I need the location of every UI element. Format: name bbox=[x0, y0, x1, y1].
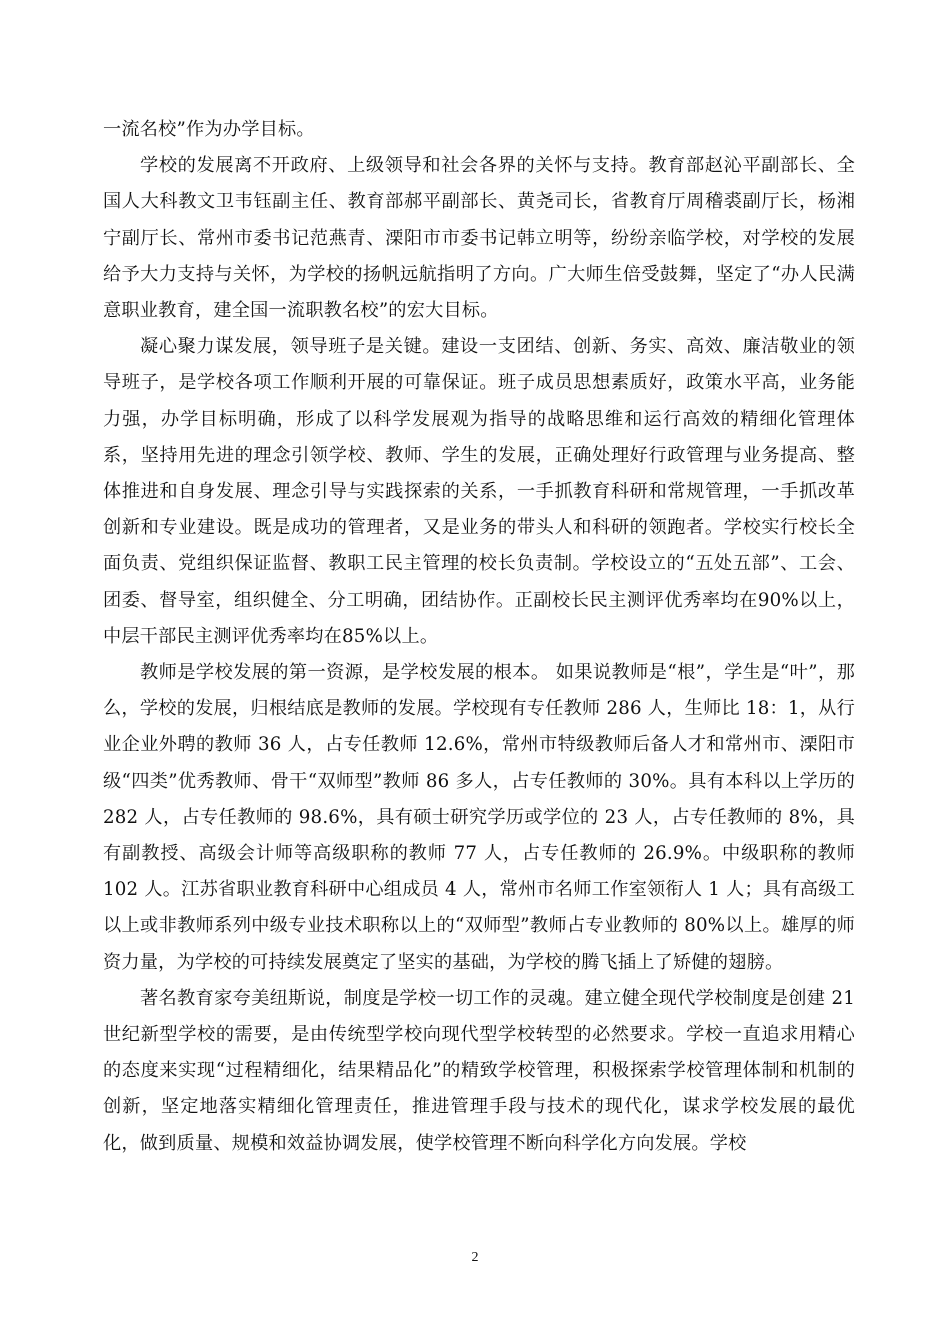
paragraph-teachers: 教师是学校发展的第一资源，是学校发展的根本。 如果说教师是“根”，学生是“叶”，那么，学校的发展，归根结底是教师的发展。学校现有专任教师 286 人，生师比 18：1，从行业企业外聘的教师 36 人，占专任教师 12.6%，常州市特级教师后备人才和常州市、溧阳市级“四类”优秀教师、骨干“双师型”教师 86 多人，占专任教师的 30%。具有本科以上学历的 282 人，占专任教师的 98.6%，具有硕士研究学历或学位的 23 人，占专任教师的 8%，具有副教授、高级会计师等高级职称的教师 77 人，占专任教师的 26.9%。中级职称的教师 102 人。江苏省职业教育科研中心组成员 4 人，常州市名师工作室领衔人 1 人；具有高级工以上或非教师系列中级专业技术职称以上的“双师型”教师占专业教师的 80%以上。雄厚的师资力量，为学校的可持续发展奠定了坚实的基础，为学校的腾飞插上了矫健的翅膀。 bbox=[103, 662, 855, 973]
paragraph-support: 学校的发展离不开政府、上级领导和社会各界的关怀与支持。教育部赵沁平副部长、全国人大科教文卫韦钰副主任、教育部郝平副部长、黄尧司长，省教育厅周稽裘副厅长，杨湘宁副厅长、常州市委书记范燕青、溧阳市市委书记韩立明等，纷纷亲临学校，对学校的发展给予大力支持与关怀，为学校的扬帆远航指明了方向。广大师生倍受鼓舞，坚定了“办人民满意职业教育，建全国一流职教名校”的宏大目标。 bbox=[103, 155, 855, 322]
paragraph-leadership: 凝心聚力谋发展，领导班子是关键。建设一支团结、创新、务实、高效、廉洁敬业的领导班子，是学校各项工作顺利开展的可靠保证。班子成员思想素质好，政策水平高，业务能力强，办学目标明确，形成了以科学发展观为指导的战略思维和运行高效的精细化管理体系，坚持用先进的理念引领学校、教师、学生的发展，正确处理好行政管理与业务提高、整体推进和自身发展、理念引导与实践探索的关系，一手抓教育科研和常规管理，一手抓改革创新和专业建设。既是成功的管理者，又是业务的带头人和科研的领跑者。学校实行校长全面负责、党组织保证监督、教职工民主管理的校长负责制。学校设立的“五处五部”、工会、团委、督导室，组织健全、分工明确，团结协作。正副校长民主测评优秀率均在90%以上，中层干部民主测评优秀率均在85%以上。 bbox=[103, 336, 855, 647]
body-text bbox=[103, 112, 855, 1162]
paragraph-continuation: 一流名校”作为办学目标。 bbox=[103, 119, 315, 140]
page-number: 2 bbox=[471, 1250, 479, 1265]
paragraph-system: 著名教育家夸美纽斯说，制度是学校一切工作的灵魂。建立健全现代学校制度是创建 21 世纪新型学校的需要，是由传统型学校向现代型学校转型的必然要求。学校一直追求用精心的态度来实现“过程精细化，结果精品化”的精致学校管理，积极探索学校管理体制和机制的创新，坚定地落实精细化管理责任，推进管理手段与技术的现代化，谋求学校发展的最优化，做到质量、规模和效益协调发展，使学校管理不断向科学化方向发展。学校 bbox=[103, 987, 855, 1154]
